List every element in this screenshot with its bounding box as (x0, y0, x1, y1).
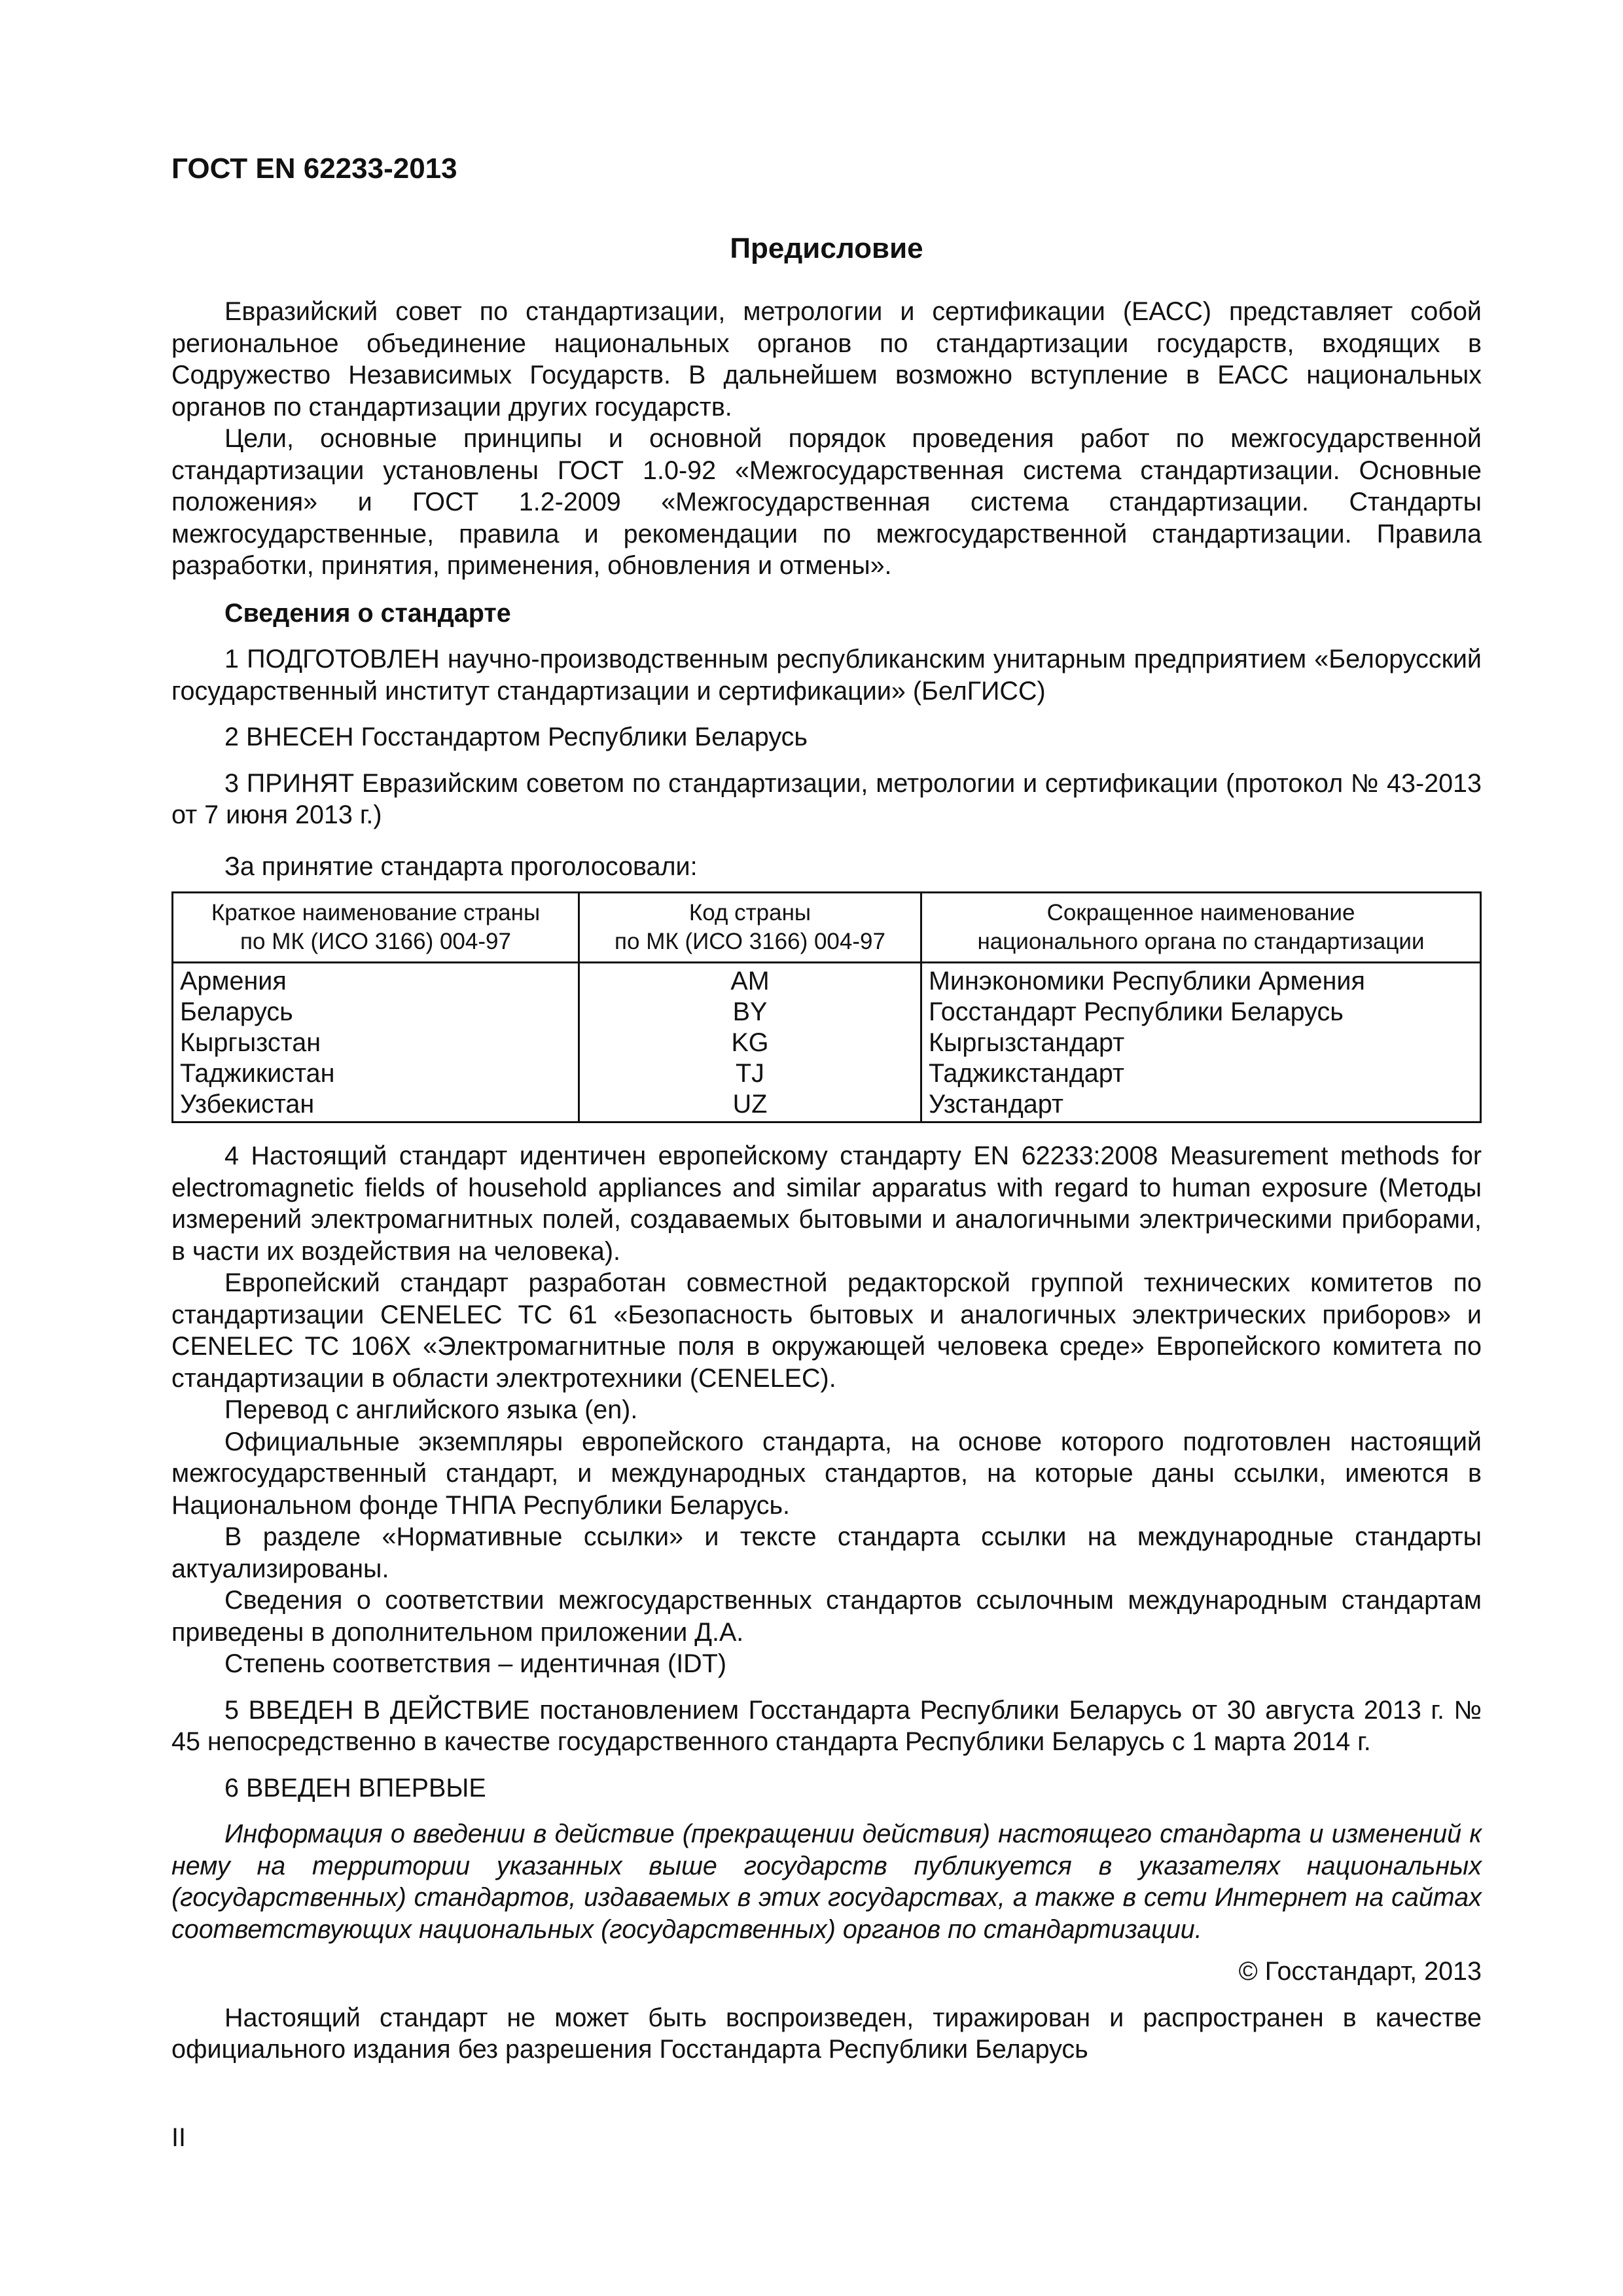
table-row (173, 1028, 1481, 1058)
table-row (173, 963, 1481, 997)
country-code: BY (579, 997, 921, 1028)
country-name: Кыргызстан (173, 1028, 579, 1058)
header-country-code: Код страны по МК (ИСО 3166) 004-97 (579, 893, 921, 963)
country-name: Узбекистан (173, 1089, 579, 1122)
country-code: UZ (579, 1089, 921, 1122)
national-body: Узстандарт (921, 1089, 1481, 1122)
copyright-line: © Госстандарт, 2013 (1238, 1957, 1482, 1986)
country-name: Таджикистан (173, 1058, 579, 1089)
item-1-prepared: 1 ПОДГОТОВЛЕН научно-производственным республиканским унитарным предприятием «Белорусский государственный институт стандартизации и сертификации» (БелГИСС) (171, 645, 1482, 706)
table-row (173, 997, 1481, 1028)
item-4-correspondence: Сведения о соответствии межгосударственных стандартов ссылочным международным стандартам приведены в дополнительном приложении Д.А. (171, 1586, 1482, 1647)
national-body: Таджикстандарт (921, 1058, 1481, 1089)
table-row (173, 1058, 1481, 1089)
item-3-adopted: 3 ПРИНЯТ Евразийским советом по стандартизации, метрологии и сертификации (протокол № 43-2013 от 7 июня 2013 г.) (171, 768, 1482, 829)
header-country-name: Краткое наименование страны по МК (ИСО 3166) 004-97 (173, 893, 579, 963)
country-name: Беларусь (173, 997, 579, 1028)
item-4-degree: Степень соответствия – идентичная (IDT) (224, 1649, 726, 1678)
vote-intro: За принятие стандарта проголосовали: (224, 852, 698, 881)
document-page (171, 151, 1482, 2066)
item-4-translation: Перевод с английского языка (en). (224, 1395, 638, 1424)
intro-paragraph-2: Цели, основные принципы и основной порядок проведения работ по межгосударственной стандартизации установлены ГОСТ 1.0-92 «Межгосударственная система стандартизации. Основные положения» и ГОСТ 1.2-2009 «Межгосударственная система стандартизации. Стандарты межгосударственные, правила и рекомендации по межгосударственной стандартизации. Правила разработки, принятия, применения, обновления и отмены». (171, 424, 1482, 580)
national-body: Минэкономики Республики Армения (921, 963, 1481, 997)
country-code: AM (579, 963, 921, 997)
document-code: ГОСТ EN 62233-2013 (171, 152, 457, 185)
item-6-first-introduced: 6 ВВЕДЕН ВПЕРВЫЕ (224, 1773, 486, 1803)
reproduction-notice: Настоящий стандарт не может быть воспроизведен, тиражирован и распространен в качестве официального издания без разрешения Госстандарта Республики Беларусь (171, 2003, 1482, 2064)
item-4-official-copies: Официальные экземпляры европейского стандарта, на основе которого подготовлен настоящий межгосударственный стандарт, и международных стандартов, на которые даны ссылки, имеются в Национальном фонде ТНПА Республики Беларусь. (171, 1427, 1482, 1520)
item-2-submitted: 2 ВНЕСЕН Госстандартом Республики Беларусь (224, 723, 808, 751)
country-name: Армения (173, 963, 579, 997)
votes-table (171, 891, 1482, 1123)
item-4-identity: 4 Настоящий стандарт идентичен европейскому стандарту EN 62233:2008 Measurement methods for electromagnetic fields of household appliances and similar apparatus with regard to human exposure (Методы измерений электромагнитных полей, создаваемых бытовыми и аналогичными электрическими приборами, в части их воздействия на человека). (171, 1141, 1482, 1266)
publication-notice: Информация о введении в действие (прекращении действия) настоящего стандарта и изменений к нему на территории указанных выше государств публикуется в указателях национальных (государственных) стандартов, издаваемых в этих государствах, а также в сети Интернет на сайтах соответствующих национальных (государственных) органов по стандартизации. (171, 1820, 1482, 1944)
country-code: TJ (579, 1058, 921, 1089)
votes-table-header-row (173, 893, 1481, 963)
intro-paragraph-1: Евразийский совет по стандартизации, метрологии и сертификации (ЕАСС) представляет собой региональное объединение национальных органов по стандартизации государств, входящих в Содружество Независимых Государств. В дальнейшем возможно вступление в ЕАСС национальных органов по стандартизации других государств. (171, 297, 1482, 422)
item-4-references: В разделе «Нормативные ссылки» и тексте стандарта ссылки на международные стандарты актуализированы. (171, 1522, 1482, 1583)
header-national-body: Сокращенное наименование национального органа по стандартизации (921, 893, 1481, 963)
item-5-effective: 5 ВВЕДЕН В ДЕЙСТВИЕ постановлением Госстандарта Республики Беларусь от 30 августа 2013 г. № 45 непосредственно в качестве государственного стандарта Республики Беларусь с 1 марта 2014 г. (171, 1695, 1482, 1756)
national-body: Кыргызстандарт (921, 1028, 1481, 1058)
section-heading-standard-info: Сведения о стандарте (224, 598, 511, 628)
page-title: Предисловие (730, 232, 923, 264)
page-number: II (171, 2123, 186, 2152)
item-4-developer: Европейский стандарт разработан совместной редакторской группой технических комитетов по стандартизации CENELEC TC 61 «Безопасность бытовых и аналогичных электрических приборов» и CENELEC TC 106X «Электромагнитные поля в окружающей человека среде» Европейского комитета по стандартизации в области электротехники (CENELEC). (171, 1268, 1482, 1393)
table-row (173, 1089, 1481, 1122)
country-code: KG (579, 1028, 921, 1058)
national-body: Госстандарт Республики Беларусь (921, 997, 1481, 1028)
